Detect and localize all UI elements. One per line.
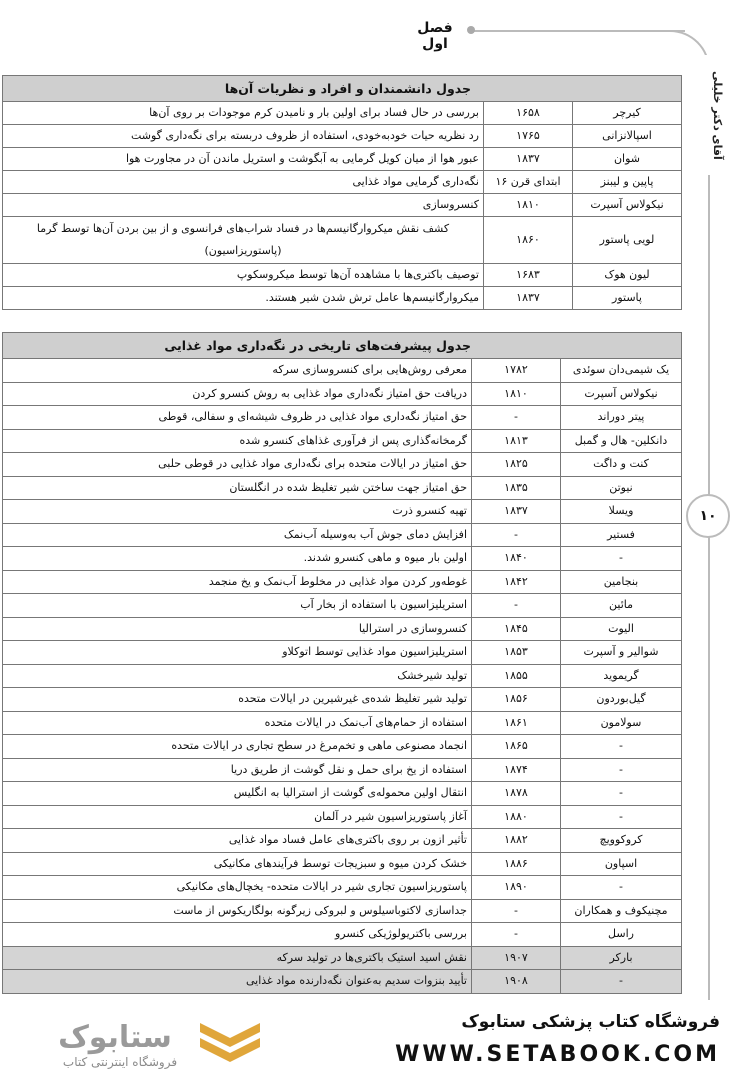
name-cell: اسپاون bbox=[561, 852, 682, 876]
table-row bbox=[3, 970, 682, 994]
table-row bbox=[3, 264, 682, 287]
desc-cell: غوطه‌ور کردن مواد غذایی در مخلوط آب‌نمک و یخ منجمد bbox=[3, 570, 472, 594]
table-row bbox=[3, 287, 682, 310]
year-cell: ۱۸۵۶ bbox=[472, 688, 561, 712]
desc-cell: معرفی روش‌هایی برای کنسروسازی سرکه bbox=[3, 359, 472, 383]
table-row bbox=[3, 923, 682, 947]
table-row bbox=[3, 641, 682, 665]
year-cell: - bbox=[472, 523, 561, 547]
desc-cell: حق امتیاز نگه‌داری مواد غذایی در ظروف شیشه‌ای و سفالی، قوطی bbox=[3, 406, 472, 430]
year-cell: - bbox=[472, 899, 561, 923]
desc-cell: تأثیر ازون بر روی باکتری‌های عامل فساد مواد غذایی bbox=[3, 829, 472, 853]
table-row bbox=[3, 148, 682, 171]
name-cell: ویسلا bbox=[561, 500, 682, 524]
year-cell: ۱۹۰۸ bbox=[472, 970, 561, 994]
year-cell: ۱۸۴۵ bbox=[472, 617, 561, 641]
name-cell: الیوت bbox=[561, 617, 682, 641]
year-cell: ۱۹۰۷ bbox=[472, 946, 561, 970]
year-cell: ۱۸۹۰ bbox=[472, 876, 561, 900]
name-cell: مچنیکوف و همکاران bbox=[561, 899, 682, 923]
table-row bbox=[3, 217, 682, 264]
desc-cell: اولین بار میوه و ماهی کنسرو شدند. bbox=[3, 547, 472, 571]
name-cell: نیکولاس آسپرت bbox=[561, 382, 682, 406]
year-cell: ۱۸۱۰ bbox=[472, 382, 561, 406]
table-row bbox=[3, 125, 682, 148]
year-cell: ۱۷۸۲ bbox=[472, 359, 561, 383]
desc-cell: پاستوریزاسیون تجاری شیر در ایالات متحده- یخچال‌های مکانیکی bbox=[3, 876, 472, 900]
table-row bbox=[3, 547, 682, 571]
name-cell: لویی پاستور bbox=[573, 217, 682, 264]
year-cell: ۱۸۲۵ bbox=[472, 453, 561, 477]
table-row bbox=[3, 711, 682, 735]
name-cell: لیون هوک bbox=[573, 264, 682, 287]
desc-cell: جداسازی لاکتوباسیلوس و لبروکی زیرگونه بولگاریکوس از ماست bbox=[3, 899, 472, 923]
name-cell: پاستور bbox=[573, 287, 682, 310]
year-cell: ۱۸۱۰ bbox=[484, 194, 573, 217]
year-cell: ۱۸۷۴ bbox=[472, 758, 561, 782]
store-logo-wordmark: ستابوک bbox=[58, 1020, 172, 1055]
year-cell: ۱۸۴۲ bbox=[472, 570, 561, 594]
desc-cell: عبور هوا از میان کویل گرمایی به آبگوشت و استریل ماندن آن در مجاورت هوا bbox=[3, 148, 484, 171]
name-cell: نیکولاس آسپرت bbox=[573, 194, 682, 217]
table-row bbox=[3, 594, 682, 618]
year-cell: ۱۸۶۰ bbox=[484, 217, 573, 264]
desc-cell: استریلیزاسیون مواد غذایی توسط اتوکلاو bbox=[3, 641, 472, 665]
table-row bbox=[3, 617, 682, 641]
table-caption: جدول دانشمندان و افراد و نظریات آن‌ها bbox=[3, 76, 682, 102]
year-cell: ۱۸۳۷ bbox=[484, 148, 573, 171]
name-cell: اسپالانزانی bbox=[573, 125, 682, 148]
name-cell: - bbox=[561, 758, 682, 782]
desc-cell: نگه‌داری گرمایی مواد غذایی bbox=[3, 171, 484, 194]
name-cell: مائین bbox=[561, 594, 682, 618]
name-cell: گریموید bbox=[561, 664, 682, 688]
desc-cell: تهیه کنسرو ذرت bbox=[3, 500, 472, 524]
desc-line: (پاستوریزاسیون) bbox=[204, 244, 282, 257]
header-rule bbox=[470, 30, 685, 32]
name-cell: کیرچر bbox=[573, 102, 682, 125]
desc-cell: تأیید بنزوات سدیم به‌عنوان نگه‌دارنده مواد غذایی bbox=[3, 970, 472, 994]
table-row bbox=[3, 382, 682, 406]
desc-cell: توصیف باکتری‌ها با مشاهده آن‌ها توسط میکروسکوپ bbox=[3, 264, 484, 287]
year-cell: ۱۸۴۰ bbox=[472, 547, 561, 571]
table-row bbox=[3, 102, 682, 125]
desc-cell: افزایش دمای جوش آب به‌وسیله آب‌نمک bbox=[3, 523, 472, 547]
name-cell: بارکر bbox=[561, 946, 682, 970]
name-cell: راسل bbox=[561, 923, 682, 947]
name-cell: گیل‌بوردون bbox=[561, 688, 682, 712]
store-name: فروشگاه کتاب پزشکی ستابوک bbox=[461, 1012, 720, 1032]
name-cell: یک شیمی‌دان سوئدی bbox=[561, 359, 682, 383]
desc-cell: دریافت حق امتیاز نگه‌داری مواد غذایی به روش کنسرو کردن bbox=[3, 382, 472, 406]
name-cell: پیتر دوراند bbox=[561, 406, 682, 430]
desc-cell: حق امتیاز در ایالات متحده برای نگه‌داری مواد غذایی در قوطی حلبی bbox=[3, 453, 472, 477]
store-logo-tagline: فروشگاه اینترنتی کتاب bbox=[62, 1055, 178, 1069]
year-cell: ۱۸۵۵ bbox=[472, 664, 561, 688]
year-cell: - bbox=[472, 406, 561, 430]
table-row bbox=[3, 876, 682, 900]
table-row bbox=[3, 735, 682, 759]
name-cell: - bbox=[561, 805, 682, 829]
name-cell: دانکلین- هال و گمبل bbox=[561, 429, 682, 453]
desc-cell: میکروارگانیسم‌ها عامل ترش شدن شیر هستند. bbox=[3, 287, 484, 310]
table-row bbox=[3, 359, 682, 383]
table-row bbox=[3, 406, 682, 430]
table-row bbox=[3, 429, 682, 453]
table-row bbox=[3, 194, 682, 217]
desc-cell: آغاز پاستوریزاسیون شیر در آلمان bbox=[3, 805, 472, 829]
desc-cell: کنسروسازی در استرالیا bbox=[3, 617, 472, 641]
desc-cell: بررسی باکتریولوژیکی کنسرو bbox=[3, 923, 472, 947]
desc-cell: استریلیزاسیون با استفاده از بخار آب bbox=[3, 594, 472, 618]
desc-cell: بررسی در حال فساد برای اولین بار و نامیدن کرم موجودات بر روی آن‌ها bbox=[3, 102, 484, 125]
name-cell: - bbox=[561, 782, 682, 806]
desc-cell: استفاده از یخ برای حمل و نقل گوشت از طریق دریا bbox=[3, 758, 472, 782]
desc-cell: استفاده از حمام‌های آب‌نمک در ایالات متحده bbox=[3, 711, 472, 735]
name-cell: پاپین و لیبنز bbox=[573, 171, 682, 194]
table-row bbox=[3, 523, 682, 547]
name-cell: نیوتن bbox=[561, 476, 682, 500]
desc-cell: تولید شیر تغلیظ شده‌ی غیرشیرین در ایالات متحده bbox=[3, 688, 472, 712]
year-cell: - bbox=[472, 594, 561, 618]
table-row bbox=[3, 899, 682, 923]
year-cell: ۱۸۸۰ bbox=[472, 805, 561, 829]
name-cell: شوان bbox=[573, 148, 682, 171]
name-cell: کروکوویچ bbox=[561, 829, 682, 853]
year-cell: ۱۸۷۸ bbox=[472, 782, 561, 806]
table-row bbox=[3, 782, 682, 806]
desc-cell: تولید شیرخشک bbox=[3, 664, 472, 688]
year-cell: ۱۸۳۵ bbox=[472, 476, 561, 500]
name-cell: - bbox=[561, 547, 682, 571]
desc-cell: گرمخانه‌گذاری پس از فرآوری غذاهای کنسرو شده bbox=[3, 429, 472, 453]
year-cell: ۱۸۵۳ bbox=[472, 641, 561, 665]
year-cell: ۱۶۸۳ bbox=[484, 264, 573, 287]
year-cell: ۱۶۵۸ bbox=[484, 102, 573, 125]
name-cell: - bbox=[561, 970, 682, 994]
name-cell: کنت و داگت bbox=[561, 453, 682, 477]
table-caption: جدول پیشرفت‌های تاریخی در نگه‌داری مواد غذایی bbox=[3, 333, 682, 359]
table-row bbox=[3, 453, 682, 477]
year-cell: ابتدای قرن ۱۶ bbox=[484, 171, 573, 194]
table-row bbox=[3, 171, 682, 194]
chapter-title: فصل اول bbox=[417, 20, 453, 52]
history-table bbox=[2, 332, 682, 994]
page-number: ۱۰ bbox=[686, 494, 730, 538]
table-row bbox=[3, 829, 682, 853]
name-cell: فستیر bbox=[561, 523, 682, 547]
side-author-label: آقای دکتر خلیلی bbox=[700, 55, 724, 175]
table-row bbox=[3, 758, 682, 782]
name-cell: شوالیر و آسپرت bbox=[561, 641, 682, 665]
desc-cell: کنسروسازی bbox=[3, 194, 484, 217]
year-cell: ۱۸۶۵ bbox=[472, 735, 561, 759]
store-url[interactable]: WWW.SETABOOK.COM bbox=[395, 1042, 720, 1067]
desc-cell: رد نظریه حیات خودبه‌خودی، استفاده از ظروف دربسته برای نگه‌داری گوشت bbox=[3, 125, 484, 148]
desc-cell: خشک کردن میوه و سبزیجات توسط فرآیندهای مکانیکی bbox=[3, 852, 472, 876]
table-row bbox=[3, 570, 682, 594]
scientists-table bbox=[2, 75, 682, 310]
desc-line: کشف نقش میکروارگانیسم‌ها در فساد شراب‌های فرانسوی و از بین بردن آن‌ها توسط گرما bbox=[36, 222, 450, 235]
year-cell: ۱۸۳۷ bbox=[472, 500, 561, 524]
name-cell: سولامون bbox=[561, 711, 682, 735]
year-cell: ۱۸۱۳ bbox=[472, 429, 561, 453]
year-cell: ۱۷۶۵ bbox=[484, 125, 573, 148]
year-cell: - bbox=[472, 923, 561, 947]
name-cell: بنجامین bbox=[561, 570, 682, 594]
name-cell: - bbox=[561, 876, 682, 900]
table-row bbox=[3, 476, 682, 500]
table-row bbox=[3, 852, 682, 876]
desc-cell: نقش اسید استیک باکتری‌ها در تولید سرکه bbox=[3, 946, 472, 970]
table-row bbox=[3, 805, 682, 829]
year-cell: ۱۸۸۲ bbox=[472, 829, 561, 853]
header-dot-icon bbox=[467, 26, 475, 34]
table-row bbox=[3, 664, 682, 688]
table-row bbox=[3, 946, 682, 970]
table-row bbox=[3, 688, 682, 712]
desc-cell: حق امتیاز جهت ساختن شیر تغلیظ شده در انگلستان bbox=[3, 476, 472, 500]
desc-cell bbox=[3, 217, 484, 264]
desc-cell: انتقال اولین محموله‌ی گوشت از استرالیا به انگلیس bbox=[3, 782, 472, 806]
year-cell: ۱۸۸۶ bbox=[472, 852, 561, 876]
table-row bbox=[3, 500, 682, 524]
desc-cell: انجماد مصنوعی ماهی و تخم‌مرغ در سطح تجاری در ایالات متحده bbox=[3, 735, 472, 759]
name-cell: - bbox=[561, 735, 682, 759]
year-cell: ۱۸۳۷ bbox=[484, 287, 573, 310]
store-logo-chevron-icon bbox=[195, 1018, 265, 1068]
year-cell: ۱۸۶۱ bbox=[472, 711, 561, 735]
